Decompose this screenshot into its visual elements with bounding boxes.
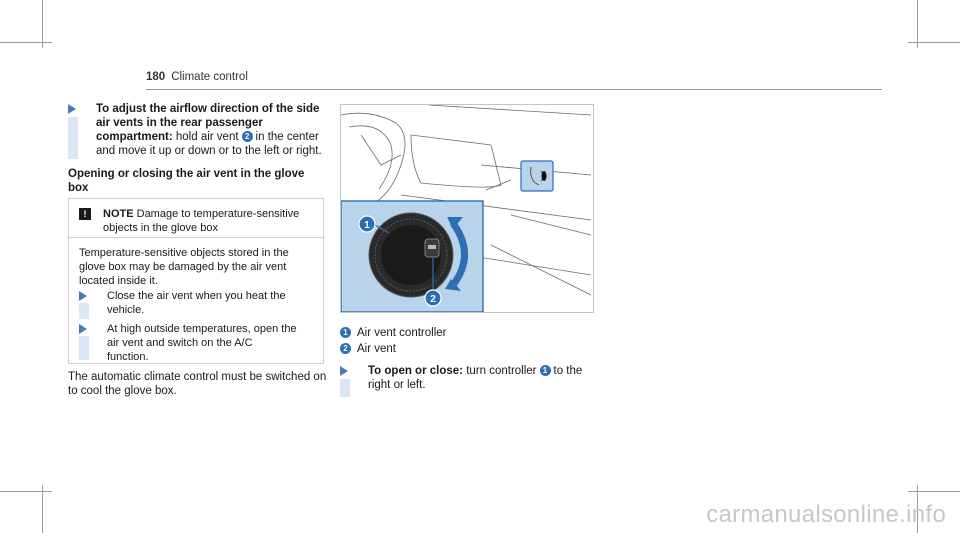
note-title: NOTE — [103, 208, 134, 220]
step-post: to the right or left. — [368, 365, 583, 391]
step-bar — [79, 336, 89, 360]
step-arrow-icon — [340, 366, 348, 376]
crop-mark — [908, 491, 960, 492]
header-rule — [146, 89, 882, 90]
step-arrow-icon — [79, 324, 87, 334]
callout-badge: 2 — [340, 343, 351, 354]
step-text: At high outside temperatures, open the air vent and switch on the A/C function. — [107, 323, 297, 363]
note-headline-text: Damage to temperature-sensitive objects in the glove box — [103, 208, 300, 234]
note-body: Temperature-sensitive objects stored in the glove box may be damaged by the air vent located inside it. — [79, 247, 289, 287]
legend-label: Air vent controller — [357, 327, 447, 339]
step-bar — [79, 303, 89, 319]
legend-item — [340, 341, 446, 357]
crop-mark — [42, 485, 43, 533]
legend-item — [340, 325, 446, 341]
step-text — [368, 364, 600, 392]
crop-mark — [908, 42, 960, 43]
note-step-2 — [79, 322, 315, 363]
step-bar — [340, 379, 350, 397]
crop-mark — [0, 491, 52, 492]
paragraph: The automatic climate control must be switched on to cool the glove box. — [68, 371, 327, 397]
page-header — [146, 71, 248, 83]
step-pre: turn controller — [466, 365, 537, 377]
watermark: carmanualsonline.info — [706, 501, 946, 528]
callout-badge: 2 — [242, 131, 253, 142]
figure-illustration — [341, 105, 593, 312]
callout-2-label: 2 — [430, 294, 436, 305]
page-number: 180 — [146, 71, 166, 83]
note-header — [69, 199, 323, 238]
note-box — [68, 198, 324, 364]
step-post: in the center and move it up or down or to the left or right. — [96, 131, 322, 157]
step-arrow-icon — [79, 291, 87, 301]
crop-mark — [42, 0, 43, 48]
crop-mark — [0, 42, 52, 43]
figure-glove-box-vent — [340, 104, 594, 313]
note-headline — [103, 207, 317, 235]
step-bold: To open or close: — [368, 365, 463, 377]
step-pre: hold air vent — [175, 131, 239, 143]
step-text: Close the air vent when you heat the vehicle. — [107, 290, 286, 316]
callout-1-label: 1 — [364, 220, 370, 231]
legend-label: Air vent — [357, 343, 396, 355]
callout-badge: 1 — [340, 327, 351, 338]
note-step-1 — [79, 289, 315, 321]
instruction-step-open-close — [340, 364, 600, 398]
warning-icon: ! — [79, 208, 91, 220]
step-arrow-icon — [68, 104, 76, 114]
step-bold: To adjust the airflow direction of the side air vents in the rear passenger compartment: — [96, 103, 320, 143]
subheading: Opening or closing the air vent in the glove box — [68, 168, 305, 194]
highlight-box-vent — [521, 161, 553, 191]
figure-legend — [340, 325, 446, 357]
crop-mark — [917, 0, 918, 48]
callout-badge: 1 — [540, 365, 551, 376]
instruction-step-side-vents — [68, 102, 328, 164]
step-text — [96, 102, 328, 158]
step-bar — [68, 117, 78, 159]
section-title: Climate control — [171, 71, 248, 83]
